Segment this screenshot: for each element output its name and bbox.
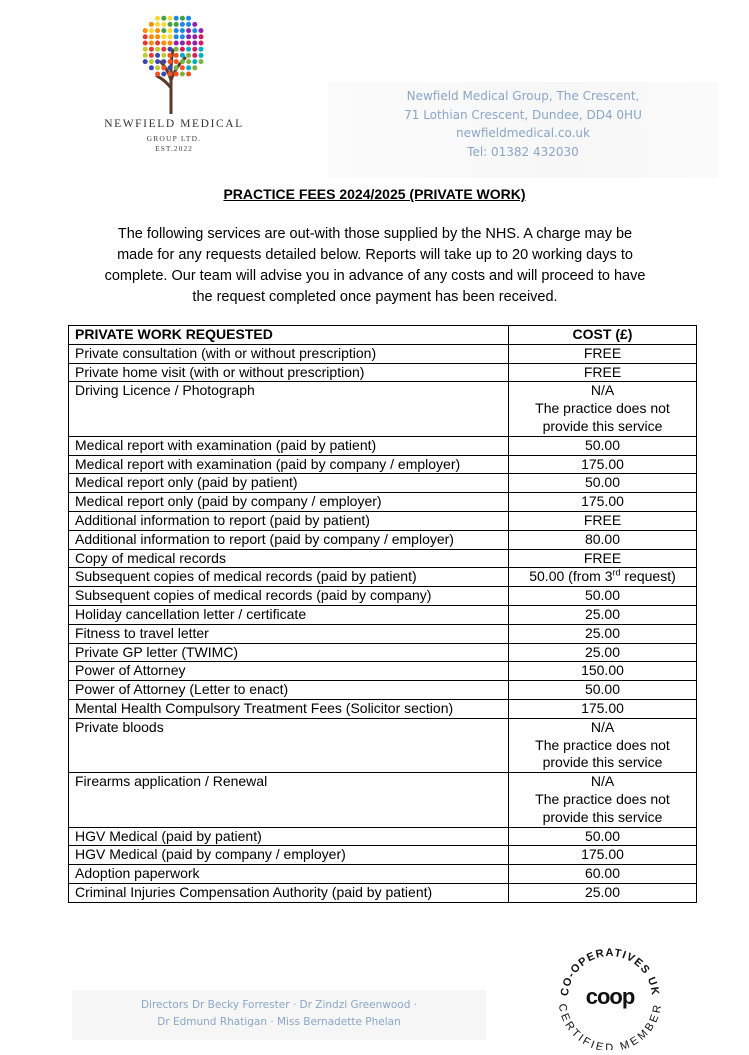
tree-dot bbox=[174, 72, 179, 77]
cost-line: The practice does not bbox=[535, 736, 670, 753]
tree-dot bbox=[168, 53, 173, 58]
table-row bbox=[69, 344, 697, 363]
tree-dot bbox=[186, 41, 191, 46]
intro-paragraph bbox=[80, 224, 670, 308]
tree-dot bbox=[174, 59, 179, 64]
table-row bbox=[69, 363, 697, 382]
directors-line-1: Directors Dr Becky Forrester · Dr Zindzi Greenwood · bbox=[140, 999, 418, 1011]
cost-line: FREE bbox=[583, 363, 622, 380]
directors-line-2: Dr Edmund Rhatigan · Miss Bernadette Phelan bbox=[157, 1016, 401, 1028]
tree-dot bbox=[149, 59, 154, 64]
service-cell: HGV Medical (paid by patient) bbox=[69, 827, 509, 846]
service-cell: Fitness to travel letter bbox=[69, 624, 509, 643]
service-cell: Subsequent copies of medical records (paid by company) bbox=[69, 587, 509, 606]
cost-line: 25.00 bbox=[584, 605, 621, 622]
tree-dot bbox=[199, 34, 204, 39]
address-phone: Tel: 01382 432030 bbox=[467, 144, 579, 159]
fees-table bbox=[68, 325, 697, 903]
tree-dot bbox=[155, 47, 160, 52]
tree-dot bbox=[180, 72, 185, 77]
service-cell: Private bloods bbox=[69, 718, 509, 772]
tree-dot bbox=[143, 28, 148, 33]
tree-dot bbox=[149, 34, 154, 39]
tree-dot bbox=[192, 65, 197, 70]
table-row bbox=[69, 382, 697, 436]
cost-line: 175.00 bbox=[581, 455, 624, 472]
intro-line: made for any requests detailed below. Reports will take up to 20 working days to bbox=[117, 247, 633, 263]
table-row bbox=[69, 511, 697, 530]
tree-dot bbox=[161, 65, 166, 70]
logo-name: NEWFIELD MEDICAL bbox=[104, 118, 244, 130]
cost-cell bbox=[509, 493, 697, 512]
cost-line: The practice does not bbox=[535, 400, 670, 417]
service-cell: Medical report only (paid by patient) bbox=[69, 474, 509, 493]
service-cell: Medical report only (paid by company / employer) bbox=[69, 493, 509, 512]
cost-line: 50.00 bbox=[584, 681, 621, 698]
tree-dot bbox=[161, 41, 166, 46]
table-row bbox=[69, 699, 697, 718]
cost-line: provide this service bbox=[542, 808, 663, 825]
tree-dot bbox=[143, 34, 148, 39]
tree-dot bbox=[155, 41, 160, 46]
tree-dot bbox=[192, 28, 197, 33]
coop-top-text: CO-OPERATIVES UK bbox=[558, 946, 662, 997]
tree-dot bbox=[161, 47, 166, 52]
cost-cell bbox=[509, 587, 697, 606]
tree-dot bbox=[161, 16, 166, 21]
tree-dot bbox=[161, 22, 166, 27]
service-cell: Adoption paperwork bbox=[69, 865, 509, 884]
cost-line: N/A bbox=[590, 382, 615, 399]
service-cell: Additional information to report (paid by company / employer) bbox=[69, 530, 509, 549]
tree-dot bbox=[155, 16, 160, 21]
tree-dot bbox=[192, 41, 197, 46]
cost-line: 50.00 (from 3rd request) bbox=[529, 567, 676, 585]
intro-line: the request completed once payment has been received. bbox=[192, 289, 558, 305]
coop-certified-badge bbox=[554, 938, 666, 1050]
page-title: PRACTICE FEES 2024/2025 (PRIVATE WORK) bbox=[223, 186, 526, 202]
service-cell: Firearms application / Renewal bbox=[69, 773, 509, 827]
cost-cell bbox=[509, 344, 697, 363]
cost-line: 175.00 bbox=[581, 493, 624, 510]
tree-dot bbox=[192, 53, 197, 58]
tree-dot bbox=[174, 53, 179, 58]
cost-cell bbox=[509, 865, 697, 884]
tree-dot bbox=[186, 53, 191, 58]
cost-cell bbox=[509, 827, 697, 846]
intro-line: complete. Our team will advise you in advance of any costs and will proceed to have bbox=[104, 268, 646, 284]
tree-dot bbox=[186, 47, 191, 52]
cost-line: FREE bbox=[583, 511, 622, 528]
coop-mark-text: coop bbox=[585, 984, 635, 1009]
cost-cell bbox=[509, 643, 697, 662]
tree-dot bbox=[186, 72, 191, 77]
table-row bbox=[69, 568, 697, 587]
tree-dot bbox=[174, 65, 179, 70]
cost-line: N/A bbox=[590, 718, 615, 735]
service-cell: Additional information to report (paid by patient) bbox=[69, 511, 509, 530]
service-cell: Holiday cancellation letter / certificate bbox=[69, 605, 509, 624]
tree-dot bbox=[143, 47, 148, 52]
tree-dot bbox=[186, 65, 191, 70]
cost-cell bbox=[509, 699, 697, 718]
service-cell: Private home visit (with or without prescription) bbox=[69, 363, 509, 382]
tree-dot bbox=[149, 28, 154, 33]
table-row bbox=[69, 605, 697, 624]
service-cell: Power of Attorney bbox=[69, 662, 509, 681]
service-cell: Driving Licence / Photograph bbox=[69, 382, 509, 436]
header-service: PRIVATE WORK REQUESTED bbox=[69, 326, 509, 345]
tree-dot bbox=[199, 59, 204, 64]
tree-dot bbox=[180, 53, 185, 58]
cost-line: 60.00 bbox=[584, 865, 621, 882]
cost-line: 50.00 bbox=[584, 827, 621, 844]
service-cell: HGV Medical (paid by company / employer) bbox=[69, 846, 509, 865]
tree-dot bbox=[180, 59, 185, 64]
cost-cell bbox=[509, 718, 697, 772]
table-row bbox=[69, 436, 697, 455]
tree-dot bbox=[180, 28, 185, 33]
tree-dot bbox=[168, 59, 173, 64]
address-line-1: Newfield Medical Group, The Crescent, bbox=[406, 89, 640, 103]
tree-dot bbox=[168, 34, 173, 39]
cost-cell bbox=[509, 662, 697, 681]
directors-footer bbox=[72, 990, 486, 1040]
tree-dot bbox=[161, 53, 166, 58]
service-cell: Criminal Injuries Compensation Authority (paid by patient) bbox=[69, 883, 509, 902]
coop-badge-icon bbox=[554, 938, 666, 1050]
cost-line: 50.00 bbox=[584, 587, 621, 604]
tree-dot bbox=[155, 72, 160, 77]
cost-cell bbox=[509, 530, 697, 549]
tree-dot bbox=[155, 53, 160, 58]
table-header-row bbox=[69, 326, 697, 345]
tree-dot bbox=[199, 47, 204, 52]
cost-cell bbox=[509, 363, 697, 382]
tree-dot bbox=[180, 16, 185, 21]
tree-dot bbox=[186, 28, 191, 33]
table-row bbox=[69, 624, 697, 643]
table-row bbox=[69, 493, 697, 512]
cost-line: 50.00 bbox=[584, 436, 621, 453]
tree-dot bbox=[180, 34, 185, 39]
cost-line: N/A bbox=[590, 773, 615, 790]
header-cost: COST (£) bbox=[509, 326, 697, 345]
cost-cell bbox=[509, 436, 697, 455]
table-row bbox=[69, 846, 697, 865]
tree-dot bbox=[174, 22, 179, 27]
table-row bbox=[69, 865, 697, 884]
tree-dot bbox=[143, 59, 148, 64]
service-cell: Medical report with examination (paid by patient) bbox=[69, 436, 509, 455]
tree-dot bbox=[149, 53, 154, 58]
table-row bbox=[69, 587, 697, 606]
newfield-logo bbox=[88, 10, 260, 153]
cost-cell bbox=[509, 773, 697, 827]
svg-text:CERTIFIED MEMBER bbox=[556, 1003, 664, 1050]
service-cell: Mental Health Compulsory Treatment Fees (Solicitor section) bbox=[69, 699, 509, 718]
cost-line: provide this service bbox=[542, 417, 663, 434]
tree-dot bbox=[174, 47, 179, 52]
cost-cell bbox=[509, 511, 697, 530]
tree-dot bbox=[155, 34, 160, 39]
service-cell: Subsequent copies of medical records (paid by patient) bbox=[69, 568, 509, 587]
tree-dot bbox=[199, 41, 204, 46]
tree-dot bbox=[155, 59, 160, 64]
intro-line: The following services are out-with those supplied by the NHS. A charge may be bbox=[117, 226, 633, 242]
cost-cell bbox=[509, 605, 697, 624]
table-row bbox=[69, 530, 697, 549]
tree-dot bbox=[199, 28, 204, 33]
cost-cell bbox=[509, 883, 697, 902]
table-row bbox=[69, 549, 697, 568]
cost-cell bbox=[509, 568, 697, 587]
table-row bbox=[69, 827, 697, 846]
tree-dot bbox=[192, 34, 197, 39]
tree-dot bbox=[168, 65, 173, 70]
tree-dot bbox=[192, 22, 197, 27]
table-row bbox=[69, 643, 697, 662]
cost-cell bbox=[509, 382, 697, 436]
tree-dot bbox=[161, 59, 166, 64]
tree-dot bbox=[155, 28, 160, 33]
tree-dot bbox=[174, 16, 179, 21]
logo-established: EST.2022 bbox=[155, 144, 193, 153]
tree-dot bbox=[192, 47, 197, 52]
tree-dot bbox=[149, 41, 154, 46]
cost-line: FREE bbox=[583, 549, 622, 566]
table-row bbox=[69, 883, 697, 902]
tree-dot bbox=[174, 34, 179, 39]
cost-cell bbox=[509, 455, 697, 474]
coop-bottom-text: CERTIFIED MEMBER bbox=[555, 1002, 665, 1050]
tree-dot bbox=[143, 41, 148, 46]
tree-dot bbox=[155, 22, 160, 27]
table-row bbox=[69, 681, 697, 700]
practice-address bbox=[328, 82, 718, 178]
logo-subtitle: GROUP LTD. bbox=[146, 134, 202, 143]
tree-dot bbox=[180, 65, 185, 70]
cost-cell bbox=[509, 681, 697, 700]
tree-dot bbox=[180, 41, 185, 46]
table-row bbox=[69, 474, 697, 493]
tree-dot bbox=[168, 28, 173, 33]
cost-cell bbox=[509, 624, 697, 643]
tree-dot bbox=[186, 22, 191, 27]
cost-line: 150.00 bbox=[581, 662, 624, 679]
tree-dot bbox=[180, 22, 185, 27]
tree-dot bbox=[168, 47, 173, 52]
table-row bbox=[69, 662, 697, 681]
tree-dot bbox=[168, 22, 173, 27]
tree-dot bbox=[174, 41, 179, 46]
tree-dot bbox=[168, 41, 173, 46]
address-line-2: 71 Lothian Crescent, Dundee, DD4 0HU bbox=[404, 107, 642, 122]
tree-dot bbox=[174, 28, 179, 33]
table-row bbox=[69, 718, 697, 772]
tree-dot bbox=[192, 59, 197, 64]
service-cell: Private consultation (with or without prescription) bbox=[69, 344, 509, 363]
tree-logo-icon bbox=[135, 10, 211, 114]
tree-dot bbox=[149, 65, 154, 70]
cost-line: 50.00 bbox=[584, 474, 621, 491]
cost-cell bbox=[509, 549, 697, 568]
tree-dot bbox=[186, 16, 191, 21]
cost-line: 25.00 bbox=[584, 643, 621, 660]
cost-line: FREE bbox=[583, 344, 622, 361]
cost-line: 80.00 bbox=[584, 530, 621, 547]
tree-dot bbox=[168, 72, 173, 77]
tree-dot bbox=[168, 16, 173, 21]
address-website[interactable]: newfieldmedical.co.uk bbox=[456, 126, 590, 140]
tree-dot bbox=[149, 47, 154, 52]
service-cell: Power of Attorney (Letter to enact) bbox=[69, 681, 509, 700]
service-cell: Medical report with examination (paid by company / employer) bbox=[69, 455, 509, 474]
service-cell: Copy of medical records bbox=[69, 549, 509, 568]
cost-line: 25.00 bbox=[584, 883, 621, 900]
tree-dot bbox=[149, 22, 154, 27]
table-row bbox=[69, 773, 697, 827]
cost-line: The practice does not bbox=[535, 790, 670, 807]
table-row bbox=[69, 455, 697, 474]
tree-dot bbox=[161, 72, 166, 77]
tree-dot bbox=[199, 53, 204, 58]
service-cell: Private GP letter (TWIMC) bbox=[69, 643, 509, 662]
tree-dot bbox=[186, 59, 191, 64]
tree-dot bbox=[180, 47, 185, 52]
cost-cell bbox=[509, 474, 697, 493]
cost-line: 175.00 bbox=[581, 699, 624, 716]
tree-dot bbox=[186, 34, 191, 39]
tree-dot bbox=[155, 65, 160, 70]
cost-line: provide this service bbox=[542, 754, 663, 771]
tree-dot bbox=[161, 28, 166, 33]
cost-line: 25.00 bbox=[584, 624, 621, 641]
tree-dot bbox=[161, 34, 166, 39]
tree-dot bbox=[143, 53, 148, 58]
cost-cell bbox=[509, 846, 697, 865]
cost-line: 175.00 bbox=[581, 846, 624, 863]
